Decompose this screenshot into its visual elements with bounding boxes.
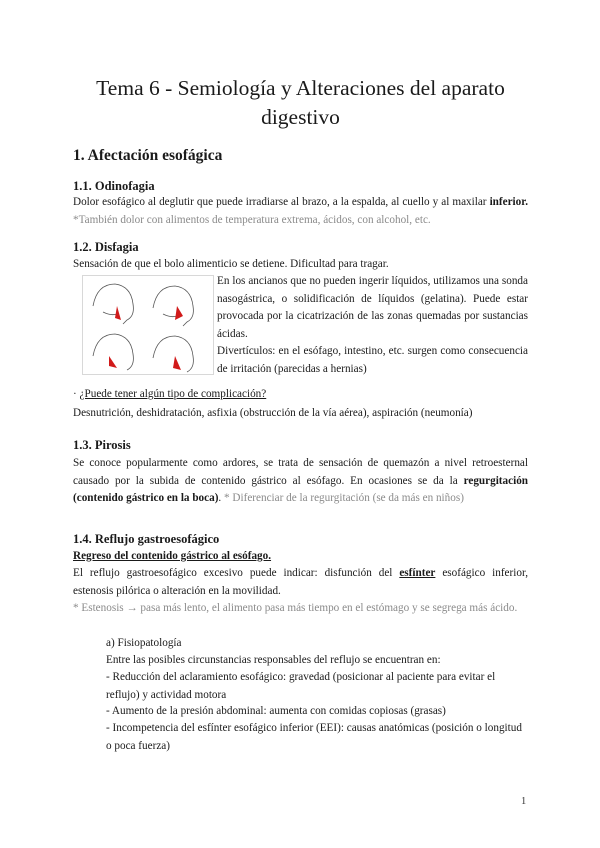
paragraph-pirosis	[73, 455, 528, 508]
pirosis-text: Se conoce popularmente como ardores, se trata de sensación de quemazón a nivel retroesternal causado por la subida de contenido gástrico al esófago. En ocasiones se da la	[73, 457, 528, 487]
fisiopatologia-intro: Entre las posibles circunstancias responsables del reflujo se encuentran en:	[106, 654, 441, 666]
page-title: Tema 6 - Semiología y Alteraciones del aparato digestivo	[96, 76, 505, 129]
disfagia-question	[73, 386, 528, 404]
heading-odinofagia: 1.1. Odinofagia	[73, 179, 155, 193]
odinofagia-text-b: inferior.	[489, 196, 528, 208]
heading-disfagia: 1.2. Disfagia	[73, 240, 139, 254]
reflujo-bold-line	[73, 548, 528, 566]
paragraph-disfagia: Sensación de que el bolo alimenticio se detiene. Dificultad para tragar.	[73, 258, 389, 270]
paragraph-odinofagia	[73, 194, 528, 229]
pirosis-period: .	[218, 492, 222, 504]
disfagia-side-paragraph-1: En los ancianos que no pueden ingerir líquidos, utilizamos una sonda nasogástrica, o solidificación de líquidos (gelatina). Puede estar provocada por la cicatrización de las zonas quemadas por sustancias ácidas.	[217, 275, 528, 340]
pirosis-note: * Diferenciar de la regurgitación (se da más en niños)	[224, 492, 464, 504]
question-bullet: ·	[73, 388, 80, 400]
paragraph-reflujo	[73, 565, 528, 600]
bullet-item: - Aumento de la presión abdominal: aumenta con comidas copiosas (grasas)	[106, 705, 446, 717]
fisiopatologia-heading: a) Fisiopatología	[106, 637, 182, 649]
disfagia-side-paragraph-2: Divertículos: en el esófago, intestino, etc. surgen como consecuencia de irritación (parecidas a hernias)	[217, 345, 528, 375]
head-profile-illustration	[83, 276, 213, 374]
heading-pirosis: 1.3. Pirosis	[73, 438, 131, 452]
reflujo-text-a: El reflujo gastroesofágico excesivo puede indicar: disfunción del	[73, 567, 393, 579]
odinofagia-text-a: Dolor esofágico al deglutir que puede irradiarse al brazo, a la espalda, al cuello y al maxilar	[73, 196, 487, 208]
page-number: 1	[521, 796, 527, 807]
swallowing-diagram-image	[82, 275, 214, 375]
reflujo-text-b: esofágico inferior, estenosis pilórica o alteración en la movilidad.	[73, 567, 529, 597]
reflujo-note: * Estenosis → pasa más lento, el alimento pasa más tiempo en el estómago y se segrega más ácido.	[73, 602, 518, 614]
heading-reflujo: 1.4. Reflujo gastroesofágico	[73, 532, 220, 546]
section-heading-1: 1. Afectación esofágica	[73, 147, 223, 164]
complication-question: ¿Puede tener algún tipo de complicación?	[79, 388, 267, 400]
complication-answer: Desnutrición, deshidratación, asfixia (obstrucción de la vía aérea), aspiración (neumonía)	[73, 407, 473, 419]
pirosis-bold: regurgitación (contenido gástrico en la boca)	[73, 474, 529, 504]
odinofagia-note: *También dolor con alimentos de temperatura extrema, ácidos, con alcohol, etc.	[73, 213, 431, 226]
reflujo-bold-word: esfínter	[399, 567, 436, 579]
bullet-item: - Incompetencia del esfínter esofágico inferior (EEI): causas anatómicas (posición o longitud o poca fuerza)	[106, 722, 522, 752]
bullet-item: - Reducción del aclaramiento esofágico: gravedad (posicionar al paciente para evitar el reflujo) y actividad motora	[106, 671, 496, 701]
reflujo-definition: Regreso del contenido gástrico al esófago.	[73, 550, 272, 562]
